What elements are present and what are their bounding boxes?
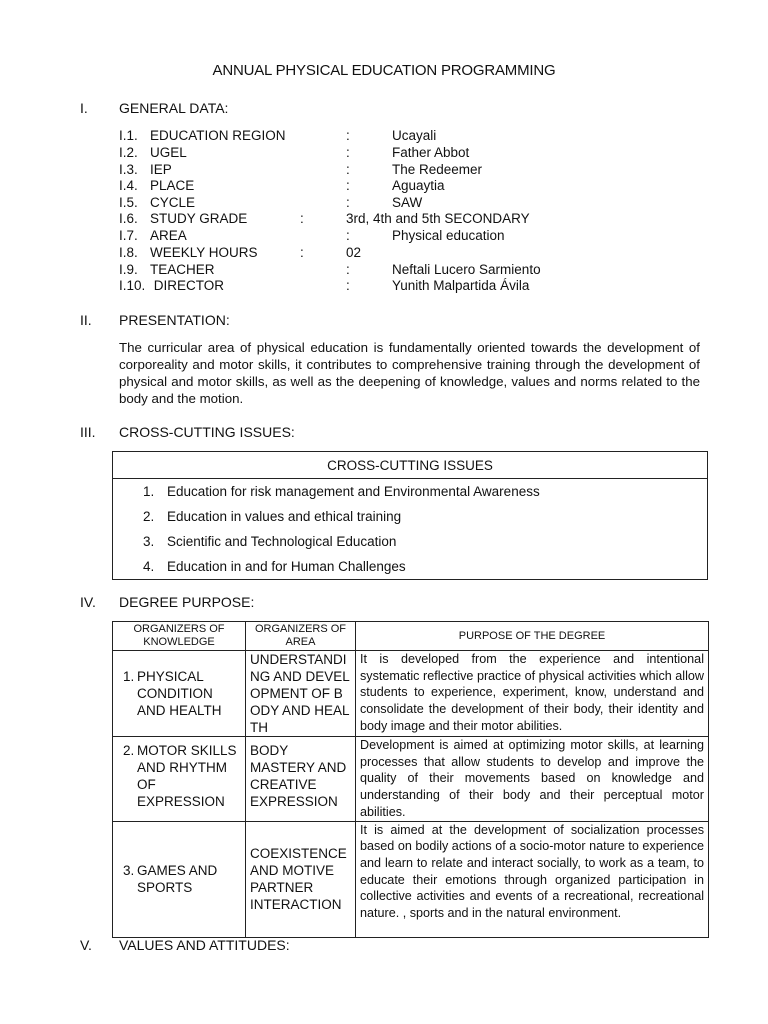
list-item <box>113 504 707 529</box>
list-item-text: Education in and for Human Challenges <box>167 559 406 574</box>
presentation-paragraph: The curricular area of physical education is fundamentally oriented towards the development of corporeality and motor skills, it contributes to comprehensive training through the development of physical and motor skills, as well as the deepening of knowledge, values and norms related to the body and the motion. <box>119 340 700 406</box>
general-data-value: The Redeemer <box>392 162 483 177</box>
degree-purpose-table <box>112 621 709 938</box>
section-title-values-attitudes: VALUES AND ATTITUDES: <box>119 937 290 953</box>
general-data-row <box>119 210 719 227</box>
general-data-number: I.2. <box>119 145 138 160</box>
general-data-row <box>119 244 719 261</box>
general-data-number: I.8. <box>119 245 138 260</box>
general-data-row <box>119 161 719 178</box>
general-data-value: Aguaytia <box>392 178 445 193</box>
general-data-label: AREA <box>150 228 187 243</box>
list-item-number: 1. <box>143 484 155 499</box>
general-data-label: EDUCATION REGION <box>150 128 286 143</box>
general-data-value: Physical education <box>392 228 505 243</box>
knowledge-text: PHYSICAL CONDITION AND HEALTH <box>137 669 222 718</box>
section-title-degree-purpose: DEGREE PURPOSE: <box>119 594 255 610</box>
general-data-number: I.1. <box>119 128 138 143</box>
cross-cutting-table <box>112 451 708 580</box>
general-data-separator: : <box>346 128 350 143</box>
list-item-number: 2. <box>143 509 155 524</box>
row-number: 3. <box>123 863 135 879</box>
list-item-number: 3. <box>143 534 155 549</box>
general-data-row <box>119 177 719 194</box>
general-data-label: PLACE <box>150 178 195 193</box>
general-data-separator: : <box>346 195 350 210</box>
purpose-cell: It is developed from the experience and intentional systematic reflective practice of physical activities which allow students to experience, experiment, know, understand and consolidate the development of their body, their identity and body image and their motor abilities. <box>356 651 709 737</box>
general-data-value: SAW <box>392 195 423 210</box>
section-number: IV. <box>80 594 96 610</box>
general-data-label: STUDY GRADE <box>150 211 248 226</box>
table-row <box>113 737 709 822</box>
general-data-value: Father Abbot <box>392 145 470 160</box>
cross-cutting-header: CROSS-CUTTING ISSUES <box>113 452 708 479</box>
list-item-text: Education in values and ethical training <box>167 509 402 524</box>
general-data-label: CYCLE <box>150 195 196 210</box>
section-title-presentation: PRESENTATION: <box>119 312 230 328</box>
general-data-number: I.6. <box>119 211 138 226</box>
row-number: 1. <box>123 669 135 684</box>
general-data-value: 3rd, 4th and 5th SECONDARY <box>346 211 530 226</box>
section-number: V. <box>80 937 92 953</box>
list-item-number: 4. <box>143 559 155 574</box>
table-row <box>113 821 709 937</box>
list-item <box>113 529 707 554</box>
area-cell: COEXISTENCE AND MOTIVE PARTNER INTERACTION <box>246 821 356 937</box>
general-data-separator: : <box>300 245 304 260</box>
general-data-number: I.3. <box>119 162 138 177</box>
knowledge-text: MOTOR SKILLS AND RHYTHM OF EXPRESSION <box>137 743 237 809</box>
area-cell: UNDERSTANDING AND DEVELOPMENT OF BODY AND HEALTH <box>246 651 356 737</box>
knowledge-cell <box>113 821 246 937</box>
general-data-row <box>119 194 719 211</box>
row-number: 2. <box>123 743 135 758</box>
general-data-value: Yunith Malpartida Ávila <box>392 278 530 293</box>
general-data-row <box>119 127 719 144</box>
general-data-label: IEP <box>150 162 172 177</box>
list-item-text: Education for risk management and Environmental Awareness <box>167 484 540 499</box>
general-data-number: I.5. <box>119 195 138 210</box>
table-row <box>113 651 709 737</box>
general-data-row <box>119 261 719 278</box>
area-cell: BODY MASTERY AND CREATIVE EXPRESSION <box>246 737 356 822</box>
knowledge-text: GAMES AND SPORTS <box>137 863 218 896</box>
purpose-cell: Development is aimed at optimizing motor skills, at learning processes that allow students to develop and improve the quality of their movements based on knowledge and understanding of their body and their perceptual motor abilities. <box>356 737 709 822</box>
general-data-number: I.4. <box>119 178 138 193</box>
section-title-general-data: GENERAL DATA: <box>119 100 229 116</box>
general-data-label: DIRECTOR <box>150 278 225 293</box>
purpose-cell: It is aimed at the development of socialization processes based on bodily actions of a socio-motor nature to experience and learn to relate and interact socially, to work as a team, to educate their emotions through organized participation in collective activities and events of a recreational, recreational nature. , sports and in the natural environment. <box>356 821 709 937</box>
cross-cutting-list <box>113 479 708 580</box>
section-number: III. <box>80 424 96 440</box>
column-header: PURPOSE OF THE DEGREE <box>356 622 709 651</box>
general-data-number: I.9. <box>119 262 138 277</box>
general-data-separator: : <box>346 162 350 177</box>
column-header: ORGANIZERS OF KNOWLEDGE <box>113 622 246 651</box>
general-data-row <box>119 144 719 161</box>
general-data-value: Neftali Lucero Sarmiento <box>392 262 541 277</box>
general-data-label: TEACHER <box>150 262 215 277</box>
document-title: ANNUAL PHYSICAL EDUCATION PROGRAMMING <box>212 62 556 79</box>
general-data-number: I.7. <box>119 228 138 243</box>
general-data-number: I.10. <box>119 278 146 293</box>
list-item <box>113 554 707 579</box>
general-data-separator: : <box>346 178 350 193</box>
list-item-text: Scientific and Technological Education <box>167 534 397 549</box>
general-data-separator: : <box>346 228 350 243</box>
section-number: I. <box>80 100 88 116</box>
general-data-separator: : <box>300 211 304 226</box>
knowledge-cell <box>113 737 246 822</box>
general-data-row <box>119 277 719 294</box>
general-data-separator: : <box>346 262 350 277</box>
column-header: ORGANIZERS OF AREA <box>246 622 356 651</box>
general-data-label: UGEL <box>150 145 187 160</box>
section-title-cross-cutting: CROSS-CUTTING ISSUES: <box>119 424 295 440</box>
general-data-value: Ucayali <box>392 128 437 143</box>
general-data-label: WEEKLY HOURS <box>150 245 258 260</box>
general-data-value: 02 <box>346 245 362 260</box>
section-number: II. <box>80 312 92 328</box>
general-data-separator: : <box>346 145 350 160</box>
general-data-row <box>119 227 719 244</box>
knowledge-cell <box>113 651 246 737</box>
list-item <box>113 479 707 504</box>
general-data-separator: : <box>346 278 350 293</box>
